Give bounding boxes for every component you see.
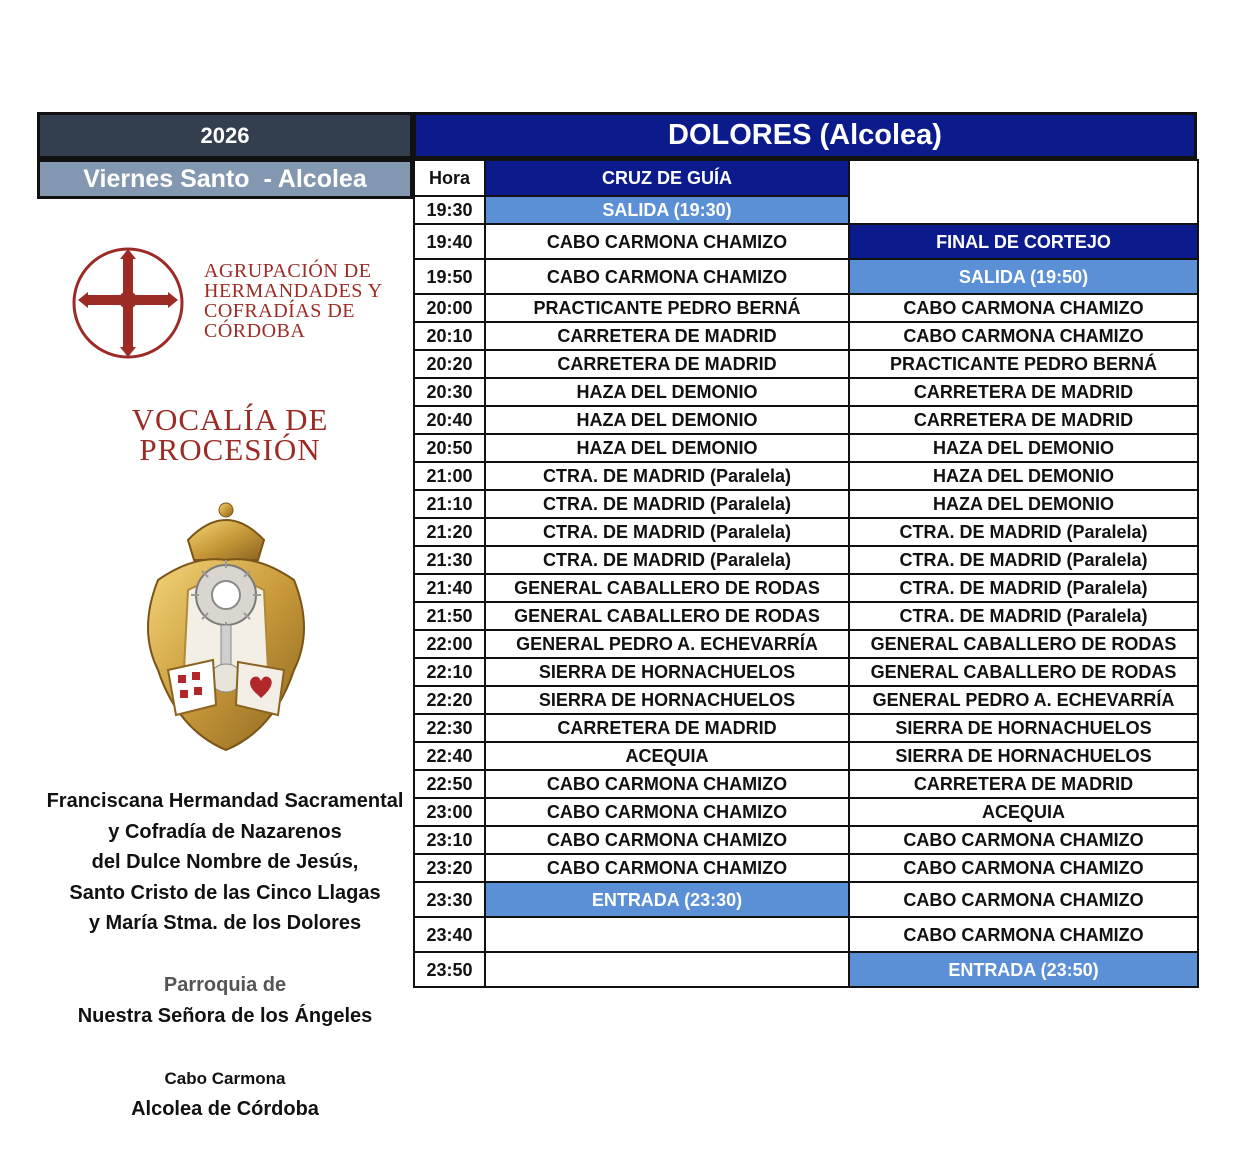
agrupacion-line: HERMANDADES Y	[204, 280, 383, 302]
cruz-de-guia-cell: CABO CARMONA CHAMIZO	[485, 798, 849, 826]
final-de-cortejo-cell: CTRA. DE MADRID (Paralela)	[849, 602, 1198, 630]
brotherhood-line: del Dulce Nombre de Jesús,	[91, 851, 359, 873]
final-de-cortejo-cell: SIERRA DE HORNACHUELOS	[849, 714, 1198, 742]
time-cell: 20:10	[414, 322, 485, 350]
cruz-de-guia-cell: HAZA DEL DEMONIO	[485, 378, 849, 406]
agrupacion-line: AGRUPACIÓN DE	[204, 260, 372, 282]
table-row	[414, 322, 1198, 350]
final-de-cortejo-cell: HAZA DEL DEMONIO	[849, 490, 1198, 518]
final-de-cortejo-cell: CARRETERA DE MADRID	[849, 378, 1198, 406]
cross-emblem-icon	[70, 243, 190, 363]
time-cell: 23:00	[414, 798, 485, 826]
cruz-de-guia-cell: GENERAL PEDRO A. ECHEVARRÍA	[485, 630, 849, 658]
brotherhood-line: y María Stma. de los Dolores	[88, 912, 362, 934]
time-cell: 22:10	[414, 658, 485, 686]
column-header-cruz: CRUZ DE GUÍA	[485, 160, 849, 196]
table-row	[414, 518, 1198, 546]
final-de-cortejo-cell: CABO CARMONA CHAMIZO	[849, 322, 1198, 350]
cruz-de-guia-cell: GENERAL CABALLERO DE RODAS	[485, 574, 849, 602]
agrupacion-logo	[70, 243, 390, 363]
time-cell: 20:50	[414, 434, 485, 462]
year-label: 2026	[200, 122, 250, 148]
time-cell: 22:20	[414, 686, 485, 714]
cruz-de-guia-cell: CABO CARMONA CHAMIZO	[485, 826, 849, 854]
time-cell: 22:40	[414, 742, 485, 770]
table-row	[414, 259, 1198, 294]
time-cell: 23:10	[414, 826, 485, 854]
time-cell: 19:40	[414, 224, 485, 259]
final-de-cortejo-cell: CABO CARMONA CHAMIZO	[849, 854, 1198, 882]
table-row	[414, 714, 1198, 742]
table-row	[414, 294, 1198, 322]
final-de-cortejo-cell: PRACTICANTE PEDRO BERNÁ	[849, 350, 1198, 378]
brotherhood-line: Santo Cristo de las Cinco Llagas	[69, 881, 381, 904]
table-row	[414, 952, 1198, 987]
brotherhood-name	[37, 786, 413, 939]
cruz-de-guia-cell: CARRETERA DE MADRID	[485, 714, 849, 742]
procession-title-label: DOLORES (Alcolea)	[668, 119, 942, 151]
final-de-cortejo-cell: CABO CARMONA CHAMIZO	[849, 917, 1198, 952]
day-label: Viernes Santo - Alcolea	[83, 164, 367, 193]
schedule-table	[413, 159, 1199, 988]
table-row	[414, 406, 1198, 434]
final-de-cortejo-cell: GENERAL CABALLERO DE RODAS	[849, 658, 1198, 686]
brotherhood-line: Franciscana Hermandad Sacramental	[46, 790, 404, 812]
time-cell: 23:30	[414, 882, 485, 917]
time-cell: 20:20	[414, 350, 485, 378]
time-cell: 22:30	[414, 714, 485, 742]
agrupacion-text	[204, 261, 383, 341]
vocalia-logo	[80, 402, 380, 475]
final-de-cortejo-cell: GENERAL CABALLERO DE RODAS	[849, 630, 1198, 658]
cruz-de-guia-cell: SIERRA DE HORNACHUELOS	[485, 686, 849, 714]
cruz-de-guia-cell: CARRETERA DE MADRID	[485, 350, 849, 378]
time-cell: 20:30	[414, 378, 485, 406]
vocalia-line: VOCALÍA DE	[131, 402, 329, 437]
cruz-de-guia-cell: CTRA. DE MADRID (Paralela)	[485, 490, 849, 518]
time-cell: 21:00	[414, 462, 485, 490]
time-cell: 20:00	[414, 294, 485, 322]
blank-cell	[849, 160, 1198, 224]
parish-line: Parroquia de	[163, 974, 287, 996]
cruz-de-guia-cell	[485, 917, 849, 952]
cruz-de-guia-cell: CTRA. DE MADRID (Paralela)	[485, 518, 849, 546]
cruz-de-guia-cell: GENERAL CABALLERO DE RODAS	[485, 602, 849, 630]
final-de-cortejo-cell: CABO CARMONA CHAMIZO	[849, 294, 1198, 322]
final-de-cortejo-cell: ACEQUIA	[849, 798, 1198, 826]
table-row	[414, 854, 1198, 882]
cruz-de-guia-cell: HAZA DEL DEMONIO	[485, 406, 849, 434]
cruz-de-guia-cell: PRACTICANTE PEDRO BERNÁ	[485, 294, 849, 322]
cruz-de-guia-cell: CABO CARMONA CHAMIZO	[485, 259, 849, 294]
table-row	[414, 574, 1198, 602]
parish-line: Nuestra Señora de los Ángeles	[77, 1005, 373, 1027]
table-row	[414, 462, 1198, 490]
time-cell: 21:50	[414, 602, 485, 630]
table-row	[414, 490, 1198, 518]
parish-name	[37, 970, 413, 1032]
time-cell: 22:50	[414, 770, 485, 798]
final-de-cortejo-cell: HAZA DEL DEMONIO	[849, 434, 1198, 462]
location-town: Alcolea de Córdoba	[131, 1098, 319, 1120]
table-row	[414, 546, 1198, 574]
procession-title	[413, 112, 1197, 159]
final-de-cortejo-cell: FINAL DE CORTEJO	[849, 224, 1198, 259]
table-row	[414, 602, 1198, 630]
final-de-cortejo-cell: CTRA. DE MADRID (Paralela)	[849, 574, 1198, 602]
final-de-cortejo-cell: SIERRA DE HORNACHUELOS	[849, 742, 1198, 770]
agrupacion-line: COFRADÍAS DE	[204, 300, 356, 322]
time-cell: 21:30	[414, 546, 485, 574]
table-header-row	[414, 160, 1198, 196]
table-row	[414, 742, 1198, 770]
final-de-cortejo-cell: CARRETERA DE MADRID	[849, 770, 1198, 798]
table-row	[414, 658, 1198, 686]
cruz-de-guia-cell: HAZA DEL DEMONIO	[485, 434, 849, 462]
day-header	[37, 159, 413, 199]
final-de-cortejo-cell: CTRA. DE MADRID (Paralela)	[849, 546, 1198, 574]
final-de-cortejo-cell: SALIDA (19:50)	[849, 259, 1198, 294]
cruz-de-guia-cell: CARRETERA DE MADRID	[485, 322, 849, 350]
cruz-de-guia-cell: CTRA. DE MADRID (Paralela)	[485, 462, 849, 490]
time-cell: 21:10	[414, 490, 485, 518]
cruz-de-guia-cell: SALIDA (19:30)	[485, 196, 849, 224]
time-cell: 19:50	[414, 259, 485, 294]
cruz-de-guia-cell: CABO CARMONA CHAMIZO	[485, 224, 849, 259]
time-cell: 21:20	[414, 518, 485, 546]
table-row	[414, 224, 1198, 259]
time-cell: 22:00	[414, 630, 485, 658]
cruz-de-guia-cell: ENTRADA (23:30)	[485, 882, 849, 917]
table-row	[414, 350, 1198, 378]
final-de-cortejo-cell: CABO CARMONA CHAMIZO	[849, 882, 1198, 917]
time-cell: 19:30	[414, 196, 485, 224]
time-cell: 23:40	[414, 917, 485, 952]
table-row	[414, 378, 1198, 406]
final-de-cortejo-cell: GENERAL PEDRO A. ECHEVARRÍA	[849, 686, 1198, 714]
year-header	[37, 112, 413, 159]
vocalia-line: PROCESIÓN	[139, 432, 321, 467]
time-cell: 20:40	[414, 406, 485, 434]
table-row	[414, 630, 1198, 658]
final-de-cortejo-cell: HAZA DEL DEMONIO	[849, 462, 1198, 490]
final-de-cortejo-cell: CTRA. DE MADRID (Paralela)	[849, 518, 1198, 546]
time-cell: 23:20	[414, 854, 485, 882]
location	[37, 1064, 413, 1124]
table-row	[414, 434, 1198, 462]
cruz-de-guia-cell: ACEQUIA	[485, 742, 849, 770]
table-row	[414, 770, 1198, 798]
table-row	[414, 686, 1198, 714]
table-row	[414, 917, 1198, 952]
cruz-de-guia-cell: SIERRA DE HORNACHUELOS	[485, 658, 849, 686]
brotherhood-crest-icon	[128, 500, 324, 756]
table-row	[414, 882, 1198, 917]
cruz-de-guia-cell: CABO CARMONA CHAMIZO	[485, 770, 849, 798]
cruz-de-guia-cell: CTRA. DE MADRID (Paralela)	[485, 546, 849, 574]
final-de-cortejo-cell: CARRETERA DE MADRID	[849, 406, 1198, 434]
table-row	[414, 798, 1198, 826]
column-header-hora: Hora	[414, 160, 485, 196]
time-cell: 23:50	[414, 952, 485, 987]
time-cell: 21:40	[414, 574, 485, 602]
brotherhood-line: y Cofradía de Nazarenos	[108, 820, 342, 843]
agrupacion-line: CÓRDOBA	[204, 320, 306, 342]
final-de-cortejo-cell: ENTRADA (23:50)	[849, 952, 1198, 987]
cruz-de-guia-cell: CABO CARMONA CHAMIZO	[485, 854, 849, 882]
final-de-cortejo-cell: CABO CARMONA CHAMIZO	[849, 826, 1198, 854]
cruz-de-guia-cell	[485, 952, 849, 987]
location-street: Cabo Carmona	[164, 1069, 286, 1088]
table-row	[414, 826, 1198, 854]
